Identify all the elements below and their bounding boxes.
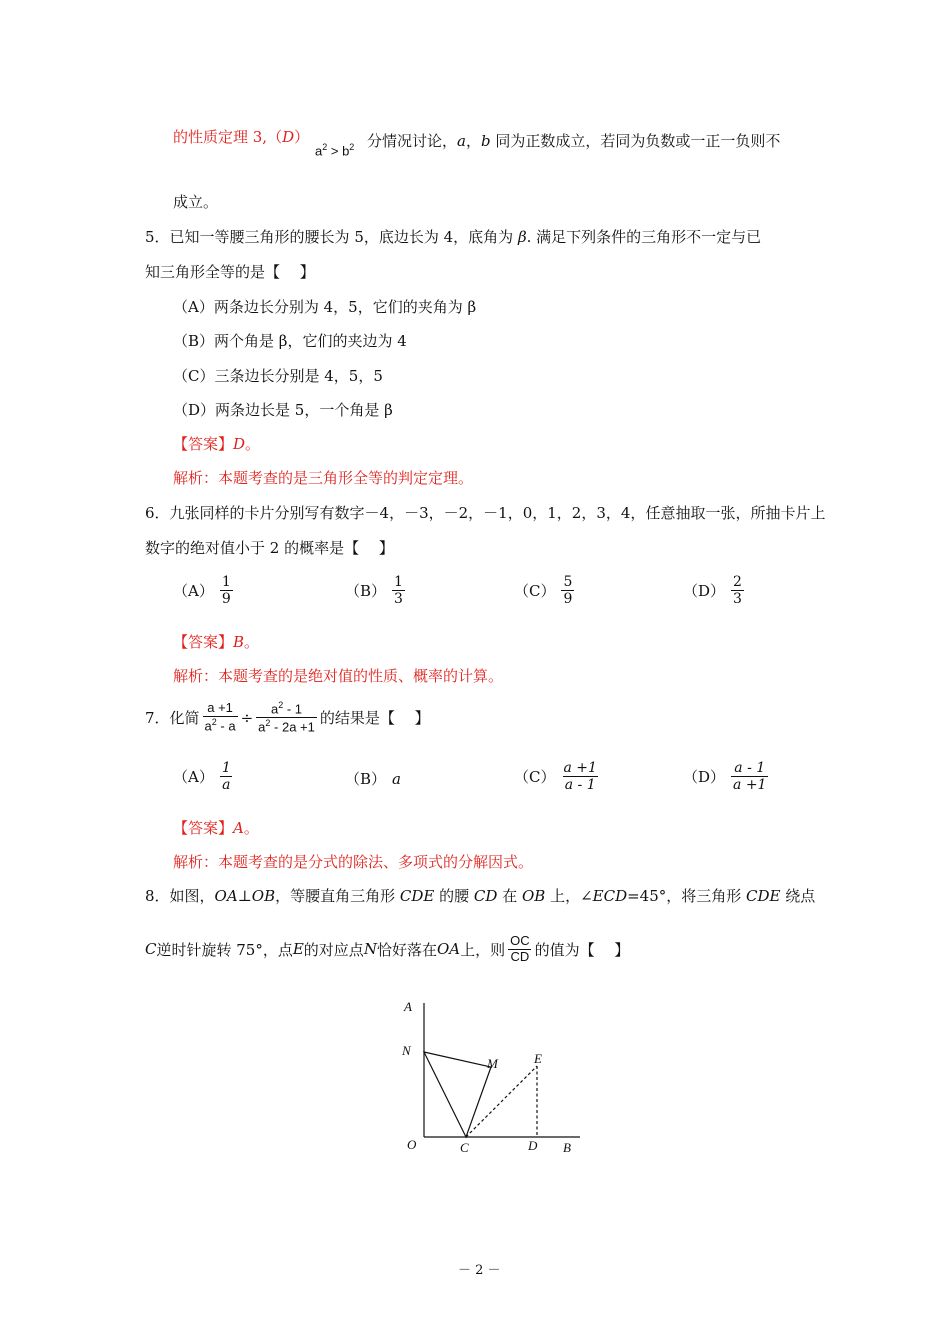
q7-stem: 7．化简 $\frac{a +1}{a^2 - a}$ ÷ $\frac{a^2 - 1}{a^2 - 2a +1}$ 的结果是【 】 <box>145 700 430 735</box>
q5-option-b: （B）两个角是 β，它们的夹边为 4 <box>173 332 407 350</box>
fraction: $\frac{1}{a}$ <box>221 760 231 794</box>
q7-option-c: （C） $\frac{a +1}{a - 1}$ <box>514 760 597 794</box>
q6-stem-line2: 数字的绝对值小于 2 的概率是【 】 <box>145 539 394 557</box>
fraction: $\frac{OC}{CD}$ <box>510 933 530 964</box>
q4-tail-line2: 成立。 <box>173 193 219 211</box>
q4-tail-line1: 的性质定理 3,（D） <box>173 128 310 146</box>
q5-option-a: （A）两条边长分别为 4，5，它们的夹角为 β <box>173 298 477 316</box>
fraction: $\frac{a +1}{a^2 - a}$ <box>204 700 236 734</box>
label-n: N <box>402 1043 411 1058</box>
q8-stem-line2: C 逆时针旋转 75°，点 E 的对应点 N 恰好落在 OA 上，则 $\frac{OC}{CD}$ 的值为【 】 <box>145 933 630 964</box>
q6-option-b: （B） $\frac{1}{3}$ <box>345 574 403 608</box>
q7-analysis: 解析：本题考查的是分式的除法、多项式的分解因式。 <box>173 853 534 871</box>
q8-geometry-figure <box>395 995 615 1165</box>
fraction: $\frac{5}{9}$ <box>563 574 573 608</box>
triangle-cmn <box>424 1052 491 1137</box>
fraction: $\frac{2}{3}$ <box>733 574 742 608</box>
label-e: E <box>534 1051 542 1066</box>
q7-option-a: （A） $\frac{1}{a}$ <box>173 760 231 794</box>
q5-stem-line2: 知三角形全等的是【 】 <box>145 263 315 281</box>
q5-analysis: 解析：本题考查的是三角形全等的判定定理。 <box>173 469 474 487</box>
q4-inequality: $a^2 > b^2$ <box>315 142 355 159</box>
label-c: C <box>460 1140 469 1155</box>
fraction: $\frac{1}{9}$ <box>221 574 231 608</box>
q5-option-d: （D）两条边长是 5，一个角是 β <box>173 401 393 419</box>
q6-analysis: 解析：本题考查的是绝对值的性质、概率的计算。 <box>173 667 504 685</box>
q7-option-d: （D） $\frac{a - 1}{a +1}$ <box>683 760 767 794</box>
q5-stem-line1: 5．已知一等腰三角形的腰长为 5，底边长为 4，底角为 β. 满足下列条件的三角形不一定与已 <box>145 228 762 246</box>
fraction: $\frac{a +1}{a - 1}$ <box>563 760 597 794</box>
label-a: A <box>404 999 412 1014</box>
q7-option-b: （B） a <box>345 769 401 788</box>
q7-answer: 【答案】A。 <box>173 819 259 837</box>
q6-option-a: （A） $\frac{1}{9}$ <box>173 574 231 608</box>
q6-option-d: （D） $\frac{2}{3}$ <box>683 574 742 608</box>
label-m: M <box>487 1056 498 1071</box>
q5-option-c: （C）三条边长分别是 4，5，5 <box>173 367 383 385</box>
q4-tail-rest: 分情况讨论，a，b 同为正数成立，若同为负数或一正一负则不 <box>367 132 781 150</box>
label-o: O <box>407 1137 417 1152</box>
page-number: － 2 － <box>458 1263 501 1278</box>
q6-stem-line1: 6．九张同样的卡片分别写有数字－4，－3，－2，－1，0，1，2，3，4，任意抽取一张，所抽卡片上 <box>145 504 826 522</box>
fraction: $\frac{1}{3}$ <box>394 574 403 608</box>
q6-answer: 【答案】B。 <box>173 633 260 651</box>
label-d: D <box>528 1138 538 1153</box>
q5-answer: 【答案】D。 <box>173 435 261 453</box>
fraction: $\frac{a^2 - 1}{a^2 - 2a +1}$ <box>258 700 315 735</box>
label-b: B <box>563 1140 571 1155</box>
segment-ce <box>466 1066 537 1137</box>
q6-option-c: （C） $\frac{5}{9}$ <box>514 574 573 608</box>
fraction: $\frac{a - 1}{a +1}$ <box>733 760 767 794</box>
q8-stem-line1: 8．如图，OA⊥OB，等腰直角三角形 CDE 的腰 CD 在 OB 上，∠ECD=45°，将三角形 CDE 绕点 <box>145 887 816 905</box>
